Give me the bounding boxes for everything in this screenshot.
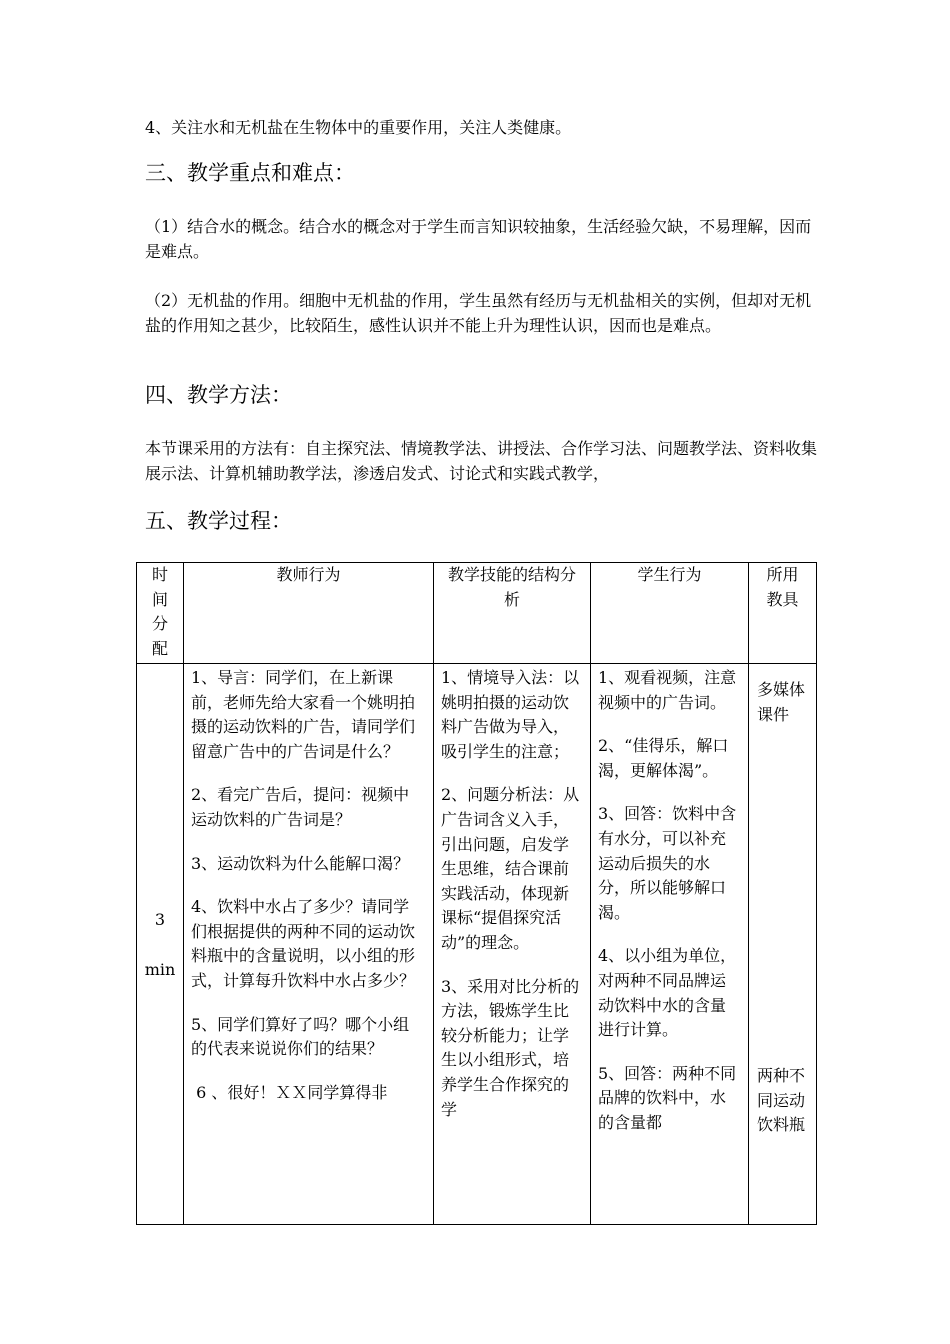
teacher-item-5: 5、同学们算好了吗？哪个小组的代表来说说你们的结果？ <box>191 1014 410 1059</box>
teacher-item-1: 1、导言：同学们，在上新课前，老师先给大家看一个姚明拍摄的运动饮料的广告，请同学们留意广告中的广告词是什么？ <box>191 668 416 761</box>
student-cell <box>591 664 749 1225</box>
tools-multimedia: 多媒体课件 <box>757 680 806 724</box>
student-item-4: 4、以小组为单位，对两种不同品牌运动饮料中水的含量进行计算。 <box>598 946 737 1040</box>
teacher-item-2: 2、看完广告后，提问：视频中运动饮料的广告词是？ <box>191 785 410 829</box>
header-student: 学生行为 <box>591 563 749 664</box>
skill-item-2: 2、问题分析法：从广告词含义入手，引出问题，启发学生思维，结合课前实践活动，体现新课标“提倡探究活动”的理念。 <box>441 785 580 952</box>
skill-item-1: 1、情境导入法：以姚明拍摄的运动饮料广告做为导入，吸引学生的注意； <box>441 668 580 761</box>
student-item-3: 3、回答：饮料中含有水分，可以补充运动后损失的水分，所以能够解口渴。 <box>598 804 737 922</box>
skill-cell <box>434 664 591 1225</box>
teaching-process-table <box>136 562 817 1225</box>
skill-item-3: 3、采用对比分析的方法，锻炼学生比较分析能力；让学生以小组形式，培养学生合作探究的学 <box>441 976 580 1119</box>
student-item-5: 5、回答：两种不同品牌的饮料中，水的含量都 <box>598 1063 737 1132</box>
header-tools: 所用教具 <box>749 563 817 664</box>
time-cell <box>137 664 184 1225</box>
key-point-1: （1）结合水的概念。结合水的概念对于学生而言知识较抽象，生活经验欠缺，不易理解，因而是难点。 <box>145 217 812 261</box>
header-time: 时间分配 <box>137 563 184 664</box>
teacher-cell <box>184 664 434 1225</box>
student-item-1: 1、观看视频，注意视频中的广告词。 <box>598 668 737 712</box>
section5-heading: 五、教学过程： <box>145 509 292 533</box>
time-unit: min <box>144 960 176 979</box>
teaching-methods-text: 本节课采用的方法有：自主探究法、情境教学法、讲授法、合作学习法、问题教学法、资料收集展示法、计算机辅助教学法，渗透启发式、讨论式和实践式教学， <box>145 439 818 483</box>
section3-heading: 三、教学重点和难点： <box>145 161 355 185</box>
teacher-item-6: 6 、很好！ＸＸ同学算得非 <box>191 1082 388 1102</box>
header-skill: 教学技能的结构分析 <box>434 563 591 664</box>
time-value: 3 <box>154 910 166 929</box>
intro-item: 4、关注水和无机盐在生物体中的重要作用，关注人类健康。 <box>145 118 572 137</box>
key-point-2: （2）无机盐的作用。细胞中无机盐的作用，学生虽然有经历与无机盐相关的实例，但却对无机盐的作用知之甚少，比较陌生，感性认识并不能上升为理性认识，因而也是难点。 <box>145 291 812 335</box>
tools-cell <box>749 664 817 1225</box>
student-item-2: 2、“佳得乐，解口渴，更解体渴”。 <box>598 736 729 780</box>
section4-heading: 四、教学方法： <box>145 383 292 407</box>
teacher-item-3: 3、运动饮料为什么能解口渴？ <box>191 853 410 873</box>
table-row <box>137 664 817 1225</box>
table-header-row <box>137 563 817 664</box>
header-teacher: 教师行为 <box>184 563 434 664</box>
teacher-item-4: 4、饮料中水占了多少？请同学们根据提供的两种不同的运动饮料瓶中的含量说明，以小组的形式，计算每升饮料中水占多少？ <box>191 897 416 990</box>
tools-bottles: 两种不同运动饮料瓶 <box>757 1066 806 1135</box>
